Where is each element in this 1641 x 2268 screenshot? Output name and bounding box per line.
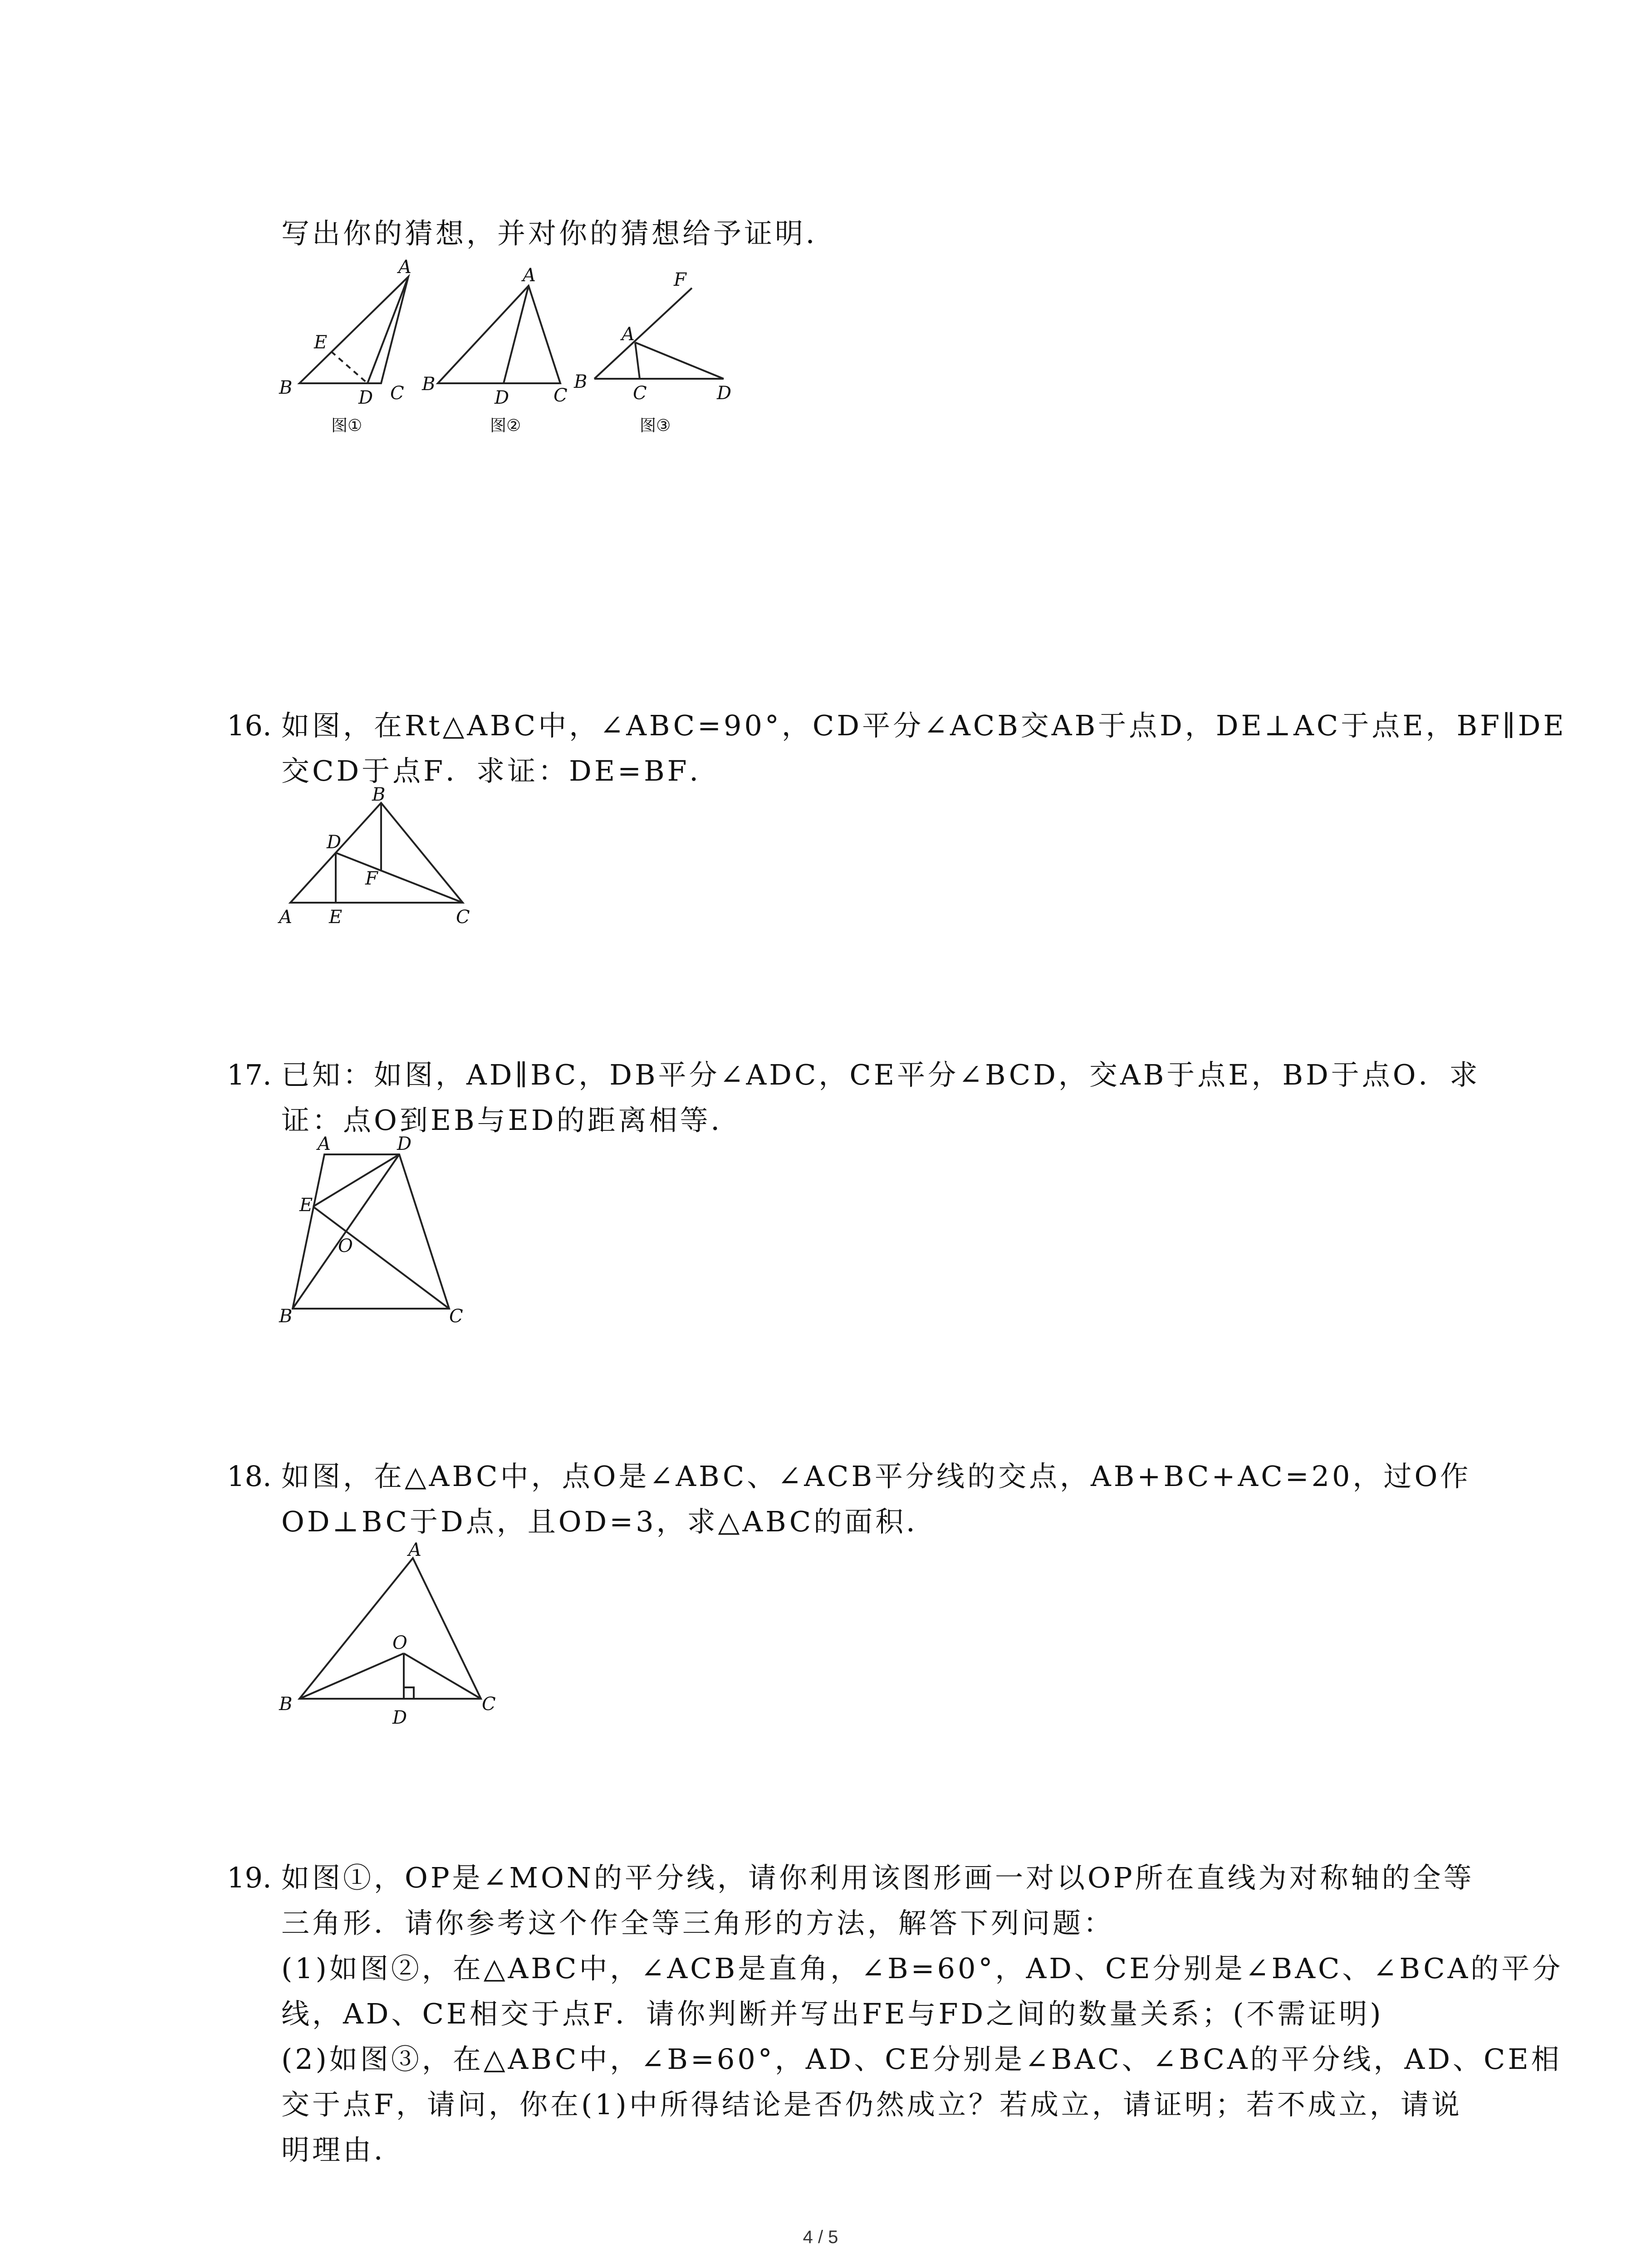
q19-line7: 明理由． (281, 2133, 405, 2166)
figure-3 (572, 254, 744, 445)
svg-text:E: E (329, 907, 343, 928)
svg-text:F: F (674, 269, 686, 290)
svg-text:E: E (314, 332, 328, 353)
svg-text:C: C (554, 385, 568, 406)
figure-2 (422, 254, 567, 445)
svg-text:D: D (495, 387, 509, 408)
svg-text:C: C (456, 907, 470, 928)
svg-text:O: O (392, 1633, 407, 1653)
q16-line2: 交CD于点F．求证：DE=BF． (281, 754, 720, 787)
figure-2-caption: 图② (490, 416, 521, 435)
svg-text:O: O (338, 1236, 353, 1256)
svg-text:D: D (397, 1134, 412, 1154)
q16-line1: 如图，在Rt△ABC中，∠ABC=90°，CD平分∠ACB交AB于点D，DE⊥AC于点E，BF∥DE (281, 709, 1567, 742)
svg-text:B: B (422, 374, 436, 395)
figure-1-caption: 图① (331, 416, 362, 435)
q18-line2: OD⊥BC于D点，且OD=3，求△ABC的面积． (281, 1505, 937, 1538)
svg-text:F: F (365, 868, 378, 889)
figure-q17 (268, 1134, 476, 1334)
q19-line2: 三角形．请你参考这个作全等三角形的方法，解答下列问题： (281, 1906, 1115, 1940)
q19-line4: 线，AD、CE相交于点F．请你判断并写出FE与FD之间的数量关系；(不需证明) (281, 1997, 1384, 2030)
q19-line1: 如图①，OP是∠MON的平分线，请你利用该图形画一对以OP所在直线为对称轴的全等 (281, 1861, 1474, 1894)
svg-text:C: C (390, 383, 404, 404)
svg-text:D: D (717, 383, 732, 404)
svg-text:D: D (358, 387, 373, 408)
q18-number: 18. (227, 1460, 272, 1493)
q16-number: 16. (227, 709, 272, 742)
q18-line1: 如图，在△ABC中，点O是∠ABC、∠ACB平分线的交点，AB+BC+AC=20，过O作 (281, 1460, 1471, 1493)
svg-text:A: A (398, 257, 411, 278)
svg-text:A: A (408, 1540, 421, 1560)
svg-text:E: E (299, 1195, 313, 1216)
page-number: 4 / 5 (803, 2227, 838, 2247)
figure-q16 (272, 784, 481, 928)
svg-text:A: A (622, 324, 635, 345)
intro-text: 写出你的猜想，并对你的猜想给予证明． (281, 217, 837, 250)
q19-line6: 交于点F，请问，你在(1)中所得结论是否仍然成立？若成立，请证明；若不成立，请说 (281, 2088, 1462, 2121)
q19-number: 19. (227, 1861, 272, 1894)
svg-text:A: A (279, 907, 292, 928)
q17-line1: 已知：如图，AD∥BC，DB平分∠ADC，CE平分∠BCD，交AB于点E，BD于点O．求 (281, 1058, 1480, 1091)
svg-text:D: D (327, 832, 342, 853)
q19-line3: (1)如图②，在△ABC中，∠ACB是直角，∠B=60°，AD、CE分别是∠BAC、∠BCA的平分 (281, 1952, 1563, 1985)
svg-text:B: B (372, 784, 386, 805)
svg-text:B: B (279, 1694, 293, 1715)
svg-text:B: B (279, 1306, 293, 1327)
svg-text:C: C (633, 383, 647, 404)
svg-text:C: C (449, 1306, 463, 1327)
q17-number: 17. (227, 1058, 272, 1091)
svg-text:B: B (574, 371, 588, 392)
figure-q18 (272, 1540, 508, 1735)
svg-text:A: A (523, 265, 536, 286)
svg-text:C: C (482, 1694, 496, 1715)
svg-text:A: A (318, 1134, 331, 1154)
q19-line5: (2)如图③，在△ABC中，∠B=60°，AD、CE分别是∠BAC、∠BCA的平分线，AD、CE相 (281, 2043, 1562, 2076)
q17-line2: 证：点O到EB与ED的距离相等． (281, 1104, 742, 1137)
figure-3-caption: 图③ (640, 416, 671, 435)
figure-1 (272, 254, 426, 445)
svg-text:B: B (279, 377, 293, 398)
svg-text:D: D (392, 1707, 407, 1728)
